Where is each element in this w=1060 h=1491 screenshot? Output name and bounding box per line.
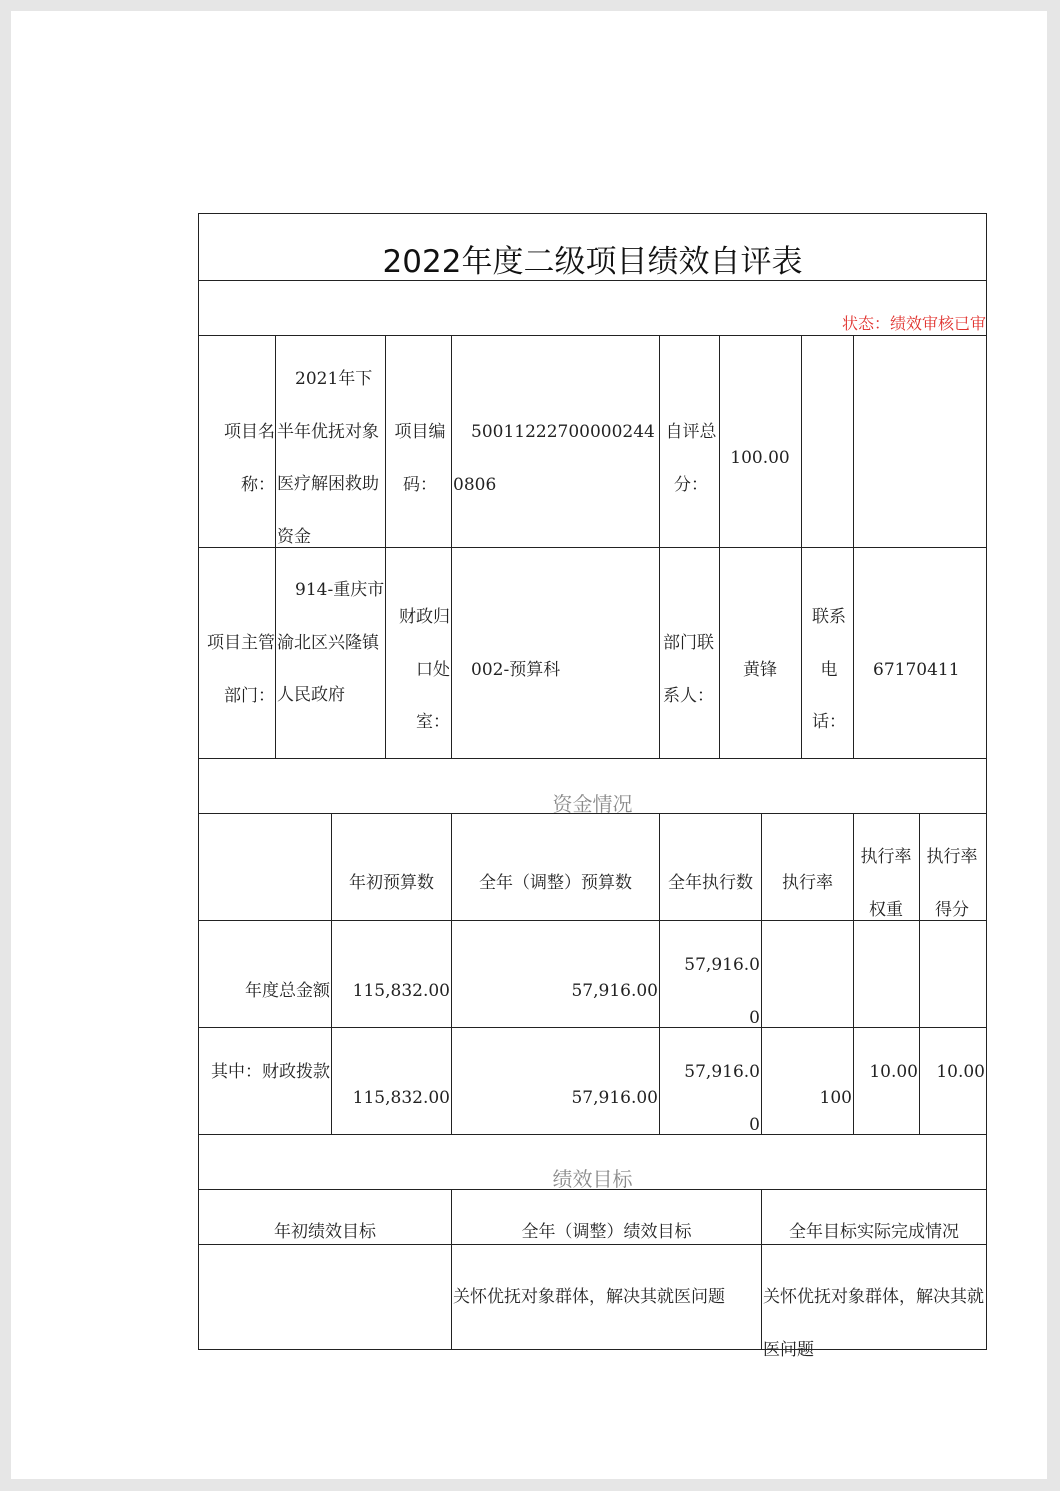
funds-row-label: 年度总金额 (245, 981, 330, 1001)
funds-row-score: 10.00 (936, 1062, 985, 1082)
rule (986, 213, 987, 1350)
dept-contact-value: 黄锋 (743, 660, 777, 680)
document-page (11, 11, 1047, 1479)
funds-row-rate: 100 (819, 1088, 852, 1108)
rule (198, 213, 987, 214)
project-code-value: 500112227000002440806 (453, 422, 655, 495)
goals-header-actual: 全年目标实际完成情况 (789, 1222, 959, 1242)
funds-row-weight: 10.00 (869, 1062, 918, 1082)
page-title: 2022年度二级项目绩效自评表 (382, 244, 803, 280)
goals-initial-text (201, 1271, 449, 1349)
dept-contact-label: 部门联系人： (663, 633, 714, 706)
funds-header-initial: 年初预算数 (349, 873, 434, 893)
funds-header-rate: 执行率 (782, 873, 833, 893)
rule (659, 813, 660, 1135)
project-name-text: 2021年下半年优抚对象医疗解困救助资金 (277, 369, 379, 547)
rule (853, 813, 854, 1135)
rule (198, 1349, 987, 1350)
rule (919, 813, 920, 1135)
project-code-label: 项目编码： (394, 422, 446, 495)
rule (761, 1189, 762, 1350)
rule (659, 335, 660, 759)
project-name-label: 项目名称： (224, 422, 275, 495)
funds-header-executed: 全年执行数 (668, 873, 753, 893)
funds-row-label: 其中：财政拨款 (211, 1062, 330, 1082)
funds-row-adjusted: 57,916.00 (571, 981, 658, 1001)
status-text: 状态：绩效审核已审 (841, 314, 986, 333)
funds-header-weight: 执行率权重 (860, 847, 912, 920)
funds-header-score: 执行率得分 (926, 847, 978, 920)
rule (719, 335, 720, 759)
goals-adjusted-text: 关怀优抚对象群体，解决其就医问题 (453, 1287, 725, 1307)
funds-row-initial: 115,832.00 (352, 981, 450, 1001)
funds-header-adjusted: 全年（调整）预算数 (479, 873, 632, 893)
goals-actual-text: 关怀优抚对象群体，解决其就医问题 (763, 1287, 984, 1360)
finance-office-label: 财政归口处室： (399, 607, 450, 732)
rule (451, 1189, 452, 1350)
self-score-value: 100.00 (730, 448, 790, 468)
department-text: 914-重庆市渝北区兴隆镇人民政府 (277, 580, 385, 705)
funds-row-initial: 115,832.00 (352, 1088, 450, 1108)
finance-office-value: 002-预算科 (471, 660, 561, 680)
funds-row-executed: 57,916.00 (684, 1062, 760, 1135)
funds-row-executed: 57,916.00 (684, 955, 760, 1028)
rule (198, 1027, 987, 1028)
rule (801, 335, 802, 759)
phone-value: 67170411 (873, 660, 960, 680)
rule (853, 335, 854, 759)
project-name-value (277, 353, 385, 563)
funds-row-adjusted: 57,916.00 (571, 1088, 658, 1108)
rule (451, 335, 452, 759)
rule (385, 335, 386, 759)
funds-section-title: 资金情况 (552, 792, 633, 816)
self-score-label: 自评总分： (665, 422, 717, 495)
department-label: 项目主管部门： (207, 633, 275, 706)
rule (275, 335, 276, 759)
goals-header-adjusted: 全年（调整）绩效目标 (521, 1222, 692, 1242)
department-value (277, 564, 385, 774)
goals-header-initial: 年初绩效目标 (274, 1222, 376, 1242)
goals-section-title: 绩效目标 (552, 1167, 633, 1191)
phone-label: 联系电话： (812, 607, 846, 732)
